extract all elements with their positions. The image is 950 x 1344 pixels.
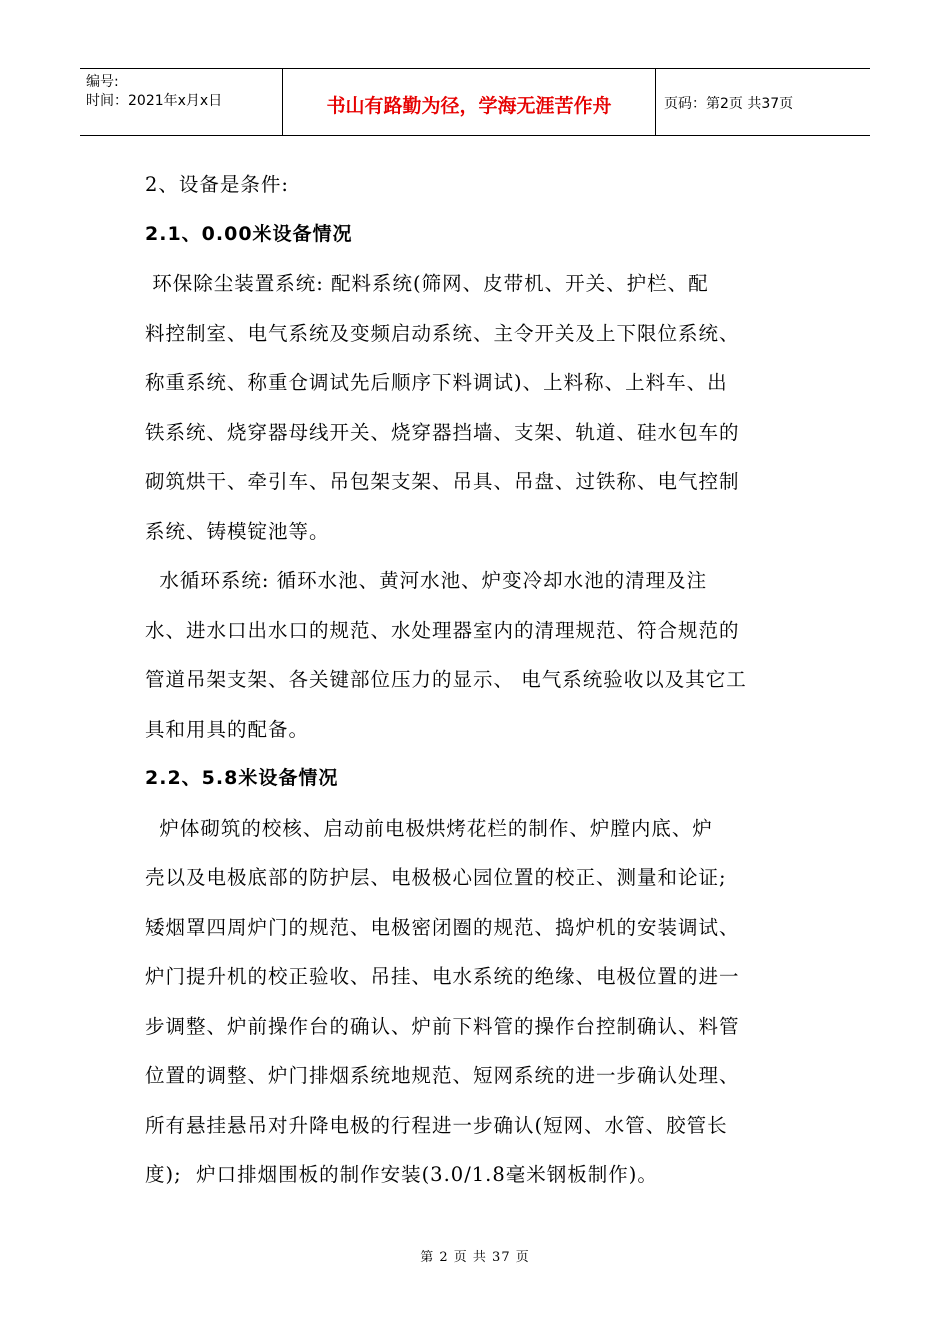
body-line: 步调整、炉前操作台的确认、炉前下料管的操作台控制确认、料管	[145, 1014, 740, 1038]
body-line: 料控制室、电气系统及变频启动系统、主令开关及上下限位系统、	[145, 321, 740, 345]
body-line: 管道吊架支架、各关键部位压力的显示、 电气系统验收以及其它工	[145, 668, 747, 691]
header-meta	[80, 69, 283, 135]
document-time-label: 时间：2021年x月x日	[86, 93, 223, 109]
body-line: 水循环系统: 循环水池、黄河水池、炉变冷却水池的清理及注	[145, 569, 708, 592]
body-line: 称重系统、称重仓调试先后顺序下料调试)、上料称、上料车、出	[145, 371, 728, 394]
body-line: 系统、铸模锭池等。	[145, 519, 330, 543]
section-heading-2-2: 2.2、5.8米设备情况	[145, 767, 339, 789]
header-page-info: 页码：第2页 共37页	[664, 96, 794, 112]
section-heading-2-1: 2.1、0.00米设备情况	[145, 222, 353, 245]
body-line: 水、进水口出水口的规范、水处理器室内的清理规范、符合规范的	[145, 618, 740, 642]
body-line: 所有悬挂悬吊对升降电极的行程进一步确认(短网、水管、胶管长	[145, 1113, 728, 1137]
body-line: 环保除尘装置系统: 配料系统(筛网、皮带机、开关、护栏、配	[145, 272, 709, 295]
header-motto: 书山有路勤为径，学海无涯苦作舟	[283, 69, 656, 135]
body-line: 壳以及电极底部的防护层、电极极心园位置的校正、测量和论证;	[145, 866, 727, 889]
document-body	[145, 160, 815, 1200]
section-intro: 2、设备是条件:	[145, 173, 289, 196]
body-line: 砌筑烘干、牵引车、吊包架支架、吊具、吊盘、过铁称、电气控制	[145, 470, 740, 493]
document-number-label: 编号:	[86, 74, 119, 90]
body-line: 炉门提升机的校正验收、吊挂、电水系统的绝缘、电极位置的进一	[145, 965, 740, 988]
page-header	[80, 68, 870, 136]
body-line: 矮烟罩四周炉门的规范、电极密闭圈的规范、捣炉机的安装调试、	[145, 915, 740, 939]
body-line: 度); 炉口排烟围板的制作安装(3.0/1.8毫米钢板制作)。	[145, 1163, 658, 1186]
page-footer: 第 2 页 共 37 页	[420, 1250, 530, 1265]
body-line: 铁系统、烧穿器母线开关、烧穿器挡墙、支架、轨道、硅水包车的	[145, 420, 740, 444]
body-line: 炉体砌筑的校核、启动前电极烘烤花栏的制作、炉膛内底、炉	[145, 816, 713, 840]
body-line: 具和用具的配备。	[145, 717, 310, 741]
body-line: 位置的调整、炉门排烟系统地规范、短网系统的进一步确认处理、	[145, 1064, 740, 1087]
